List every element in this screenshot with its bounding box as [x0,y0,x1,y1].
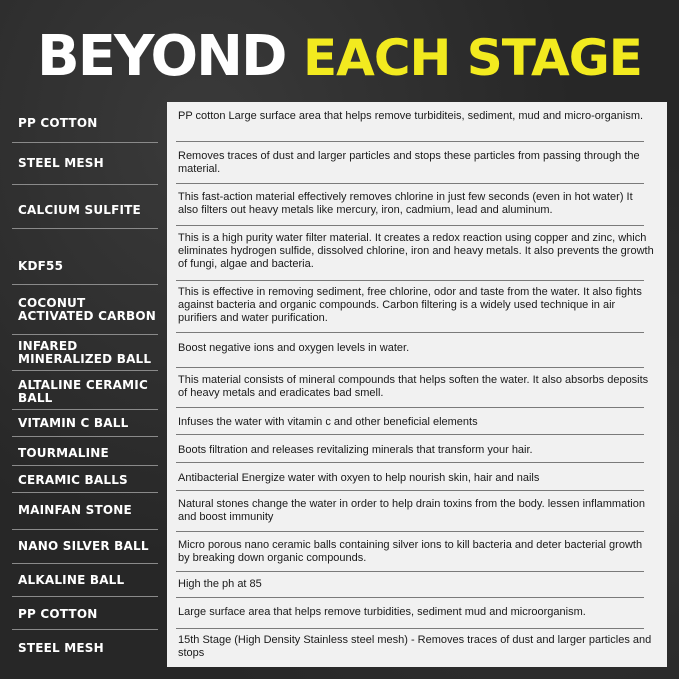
divider [12,563,158,564]
divider [176,597,644,598]
stage-label: ALKALINE BALL [18,572,125,587]
stage-label: TOURMALINE [18,445,109,460]
divider [12,492,158,493]
stage-label: CALCIUM SULFITE [18,202,141,217]
stage-description: This material consists of mineral compounds that helps soften the water. It also absorbs deposits of heavy metals and eradicates bad smell. [178,374,649,399]
stage-label: CERAMIC BALLS [18,472,128,487]
divider [12,184,158,185]
page-title [0,22,679,92]
stage-label: VITAMIN C BALL [18,415,129,430]
stage-description: Antibacterial Energize water with oxyen to help nourish skin, hair and nails [178,472,540,484]
stage-label: COCONUT ACTIVATED CARBON [18,296,157,323]
divider [176,434,644,435]
divider [176,462,644,463]
divider [12,228,158,229]
divider [12,284,158,285]
divider [176,183,644,184]
divider [12,370,158,371]
stage-description: High the ph at 85 [178,578,262,590]
stage-description: Removes traces of dust and larger particles and stops these particles from passing through the material. [178,150,640,175]
stage-description: Large surface area that helps remove turbidities, sediment mud and microorganism. [178,606,586,618]
stage-label: MAINFAN STONE [18,502,132,517]
stage-label: STEEL MESH [18,155,104,170]
divider [12,465,158,466]
divider [12,436,158,437]
stage-description: This is a high purity water filter material. It creates a redox reaction using copper and zinc, which eliminates hydrogen sulfide, dissolved chlorine, iron and heavy metals. It also prevents the growth of fungi, algae and bacteria. [178,232,654,270]
divider [176,225,644,226]
stage-label: KDF55 [18,258,64,273]
stage-label: PP COTTON [18,115,98,130]
divider [176,141,644,142]
divider [176,490,644,491]
stage-description: This fast-action material effectively removes chlorine in just few seconds (even in hot water) It also filters out heavy metals like mercury, iron, cadmium, lead and aluminum. [178,191,633,216]
divider [12,529,158,530]
divider [12,629,158,630]
stage-label: ALTALINE CERAMIC BALL [18,378,148,405]
stage-description: This is effective in removing sediment, free chlorine, odor and taste from the water. It also fights against bacteria and organic compounds. Carbon filtering is a widely used technique in air purifiers and water purification. [178,286,642,324]
divider [176,367,644,368]
divider [176,407,644,408]
title-part-white: BEYOND [37,24,286,89]
stage-description: Micro porous nano ceramic balls containing silver ions to kill bacteria and deter bacterial growth by breaking down organic compounds. [178,539,643,564]
divider [176,571,644,572]
title-part-yellow: EACH STAGE [303,29,642,87]
stage-label: STEEL MESH [18,640,104,655]
divider [12,142,158,143]
stage-label: INFARED MINERALIZED BALL [18,339,152,366]
divider [176,332,644,333]
divider [176,531,644,532]
stage-description: Boost negative ions and oxygen levels in water. [178,342,410,354]
stage-description: 15th Stage (High Density Stainless steel mesh) - Removes traces of dust and larger particles and stops [178,634,652,659]
divider [12,409,158,410]
stage-description: Natural stones change the water in order to help drain toxins from the body. lessen inflammation and boost immunity [178,498,645,523]
divider [12,334,158,335]
divider [176,628,644,629]
stage-description: Infuses the water with vitamin c and other beneficial elements [178,416,478,428]
divider [176,280,644,281]
divider [12,596,158,597]
stage-description: PP cotton Large surface area that helps remove turbiditeis, sediment, mud and micro-organism. [178,110,644,122]
stage-label: PP COTTON [18,606,98,621]
stage-label: NANO SILVER BALL [18,538,149,553]
stage-description: Boots filtration and releases revitalizing minerals that transform your hair. [178,444,533,456]
